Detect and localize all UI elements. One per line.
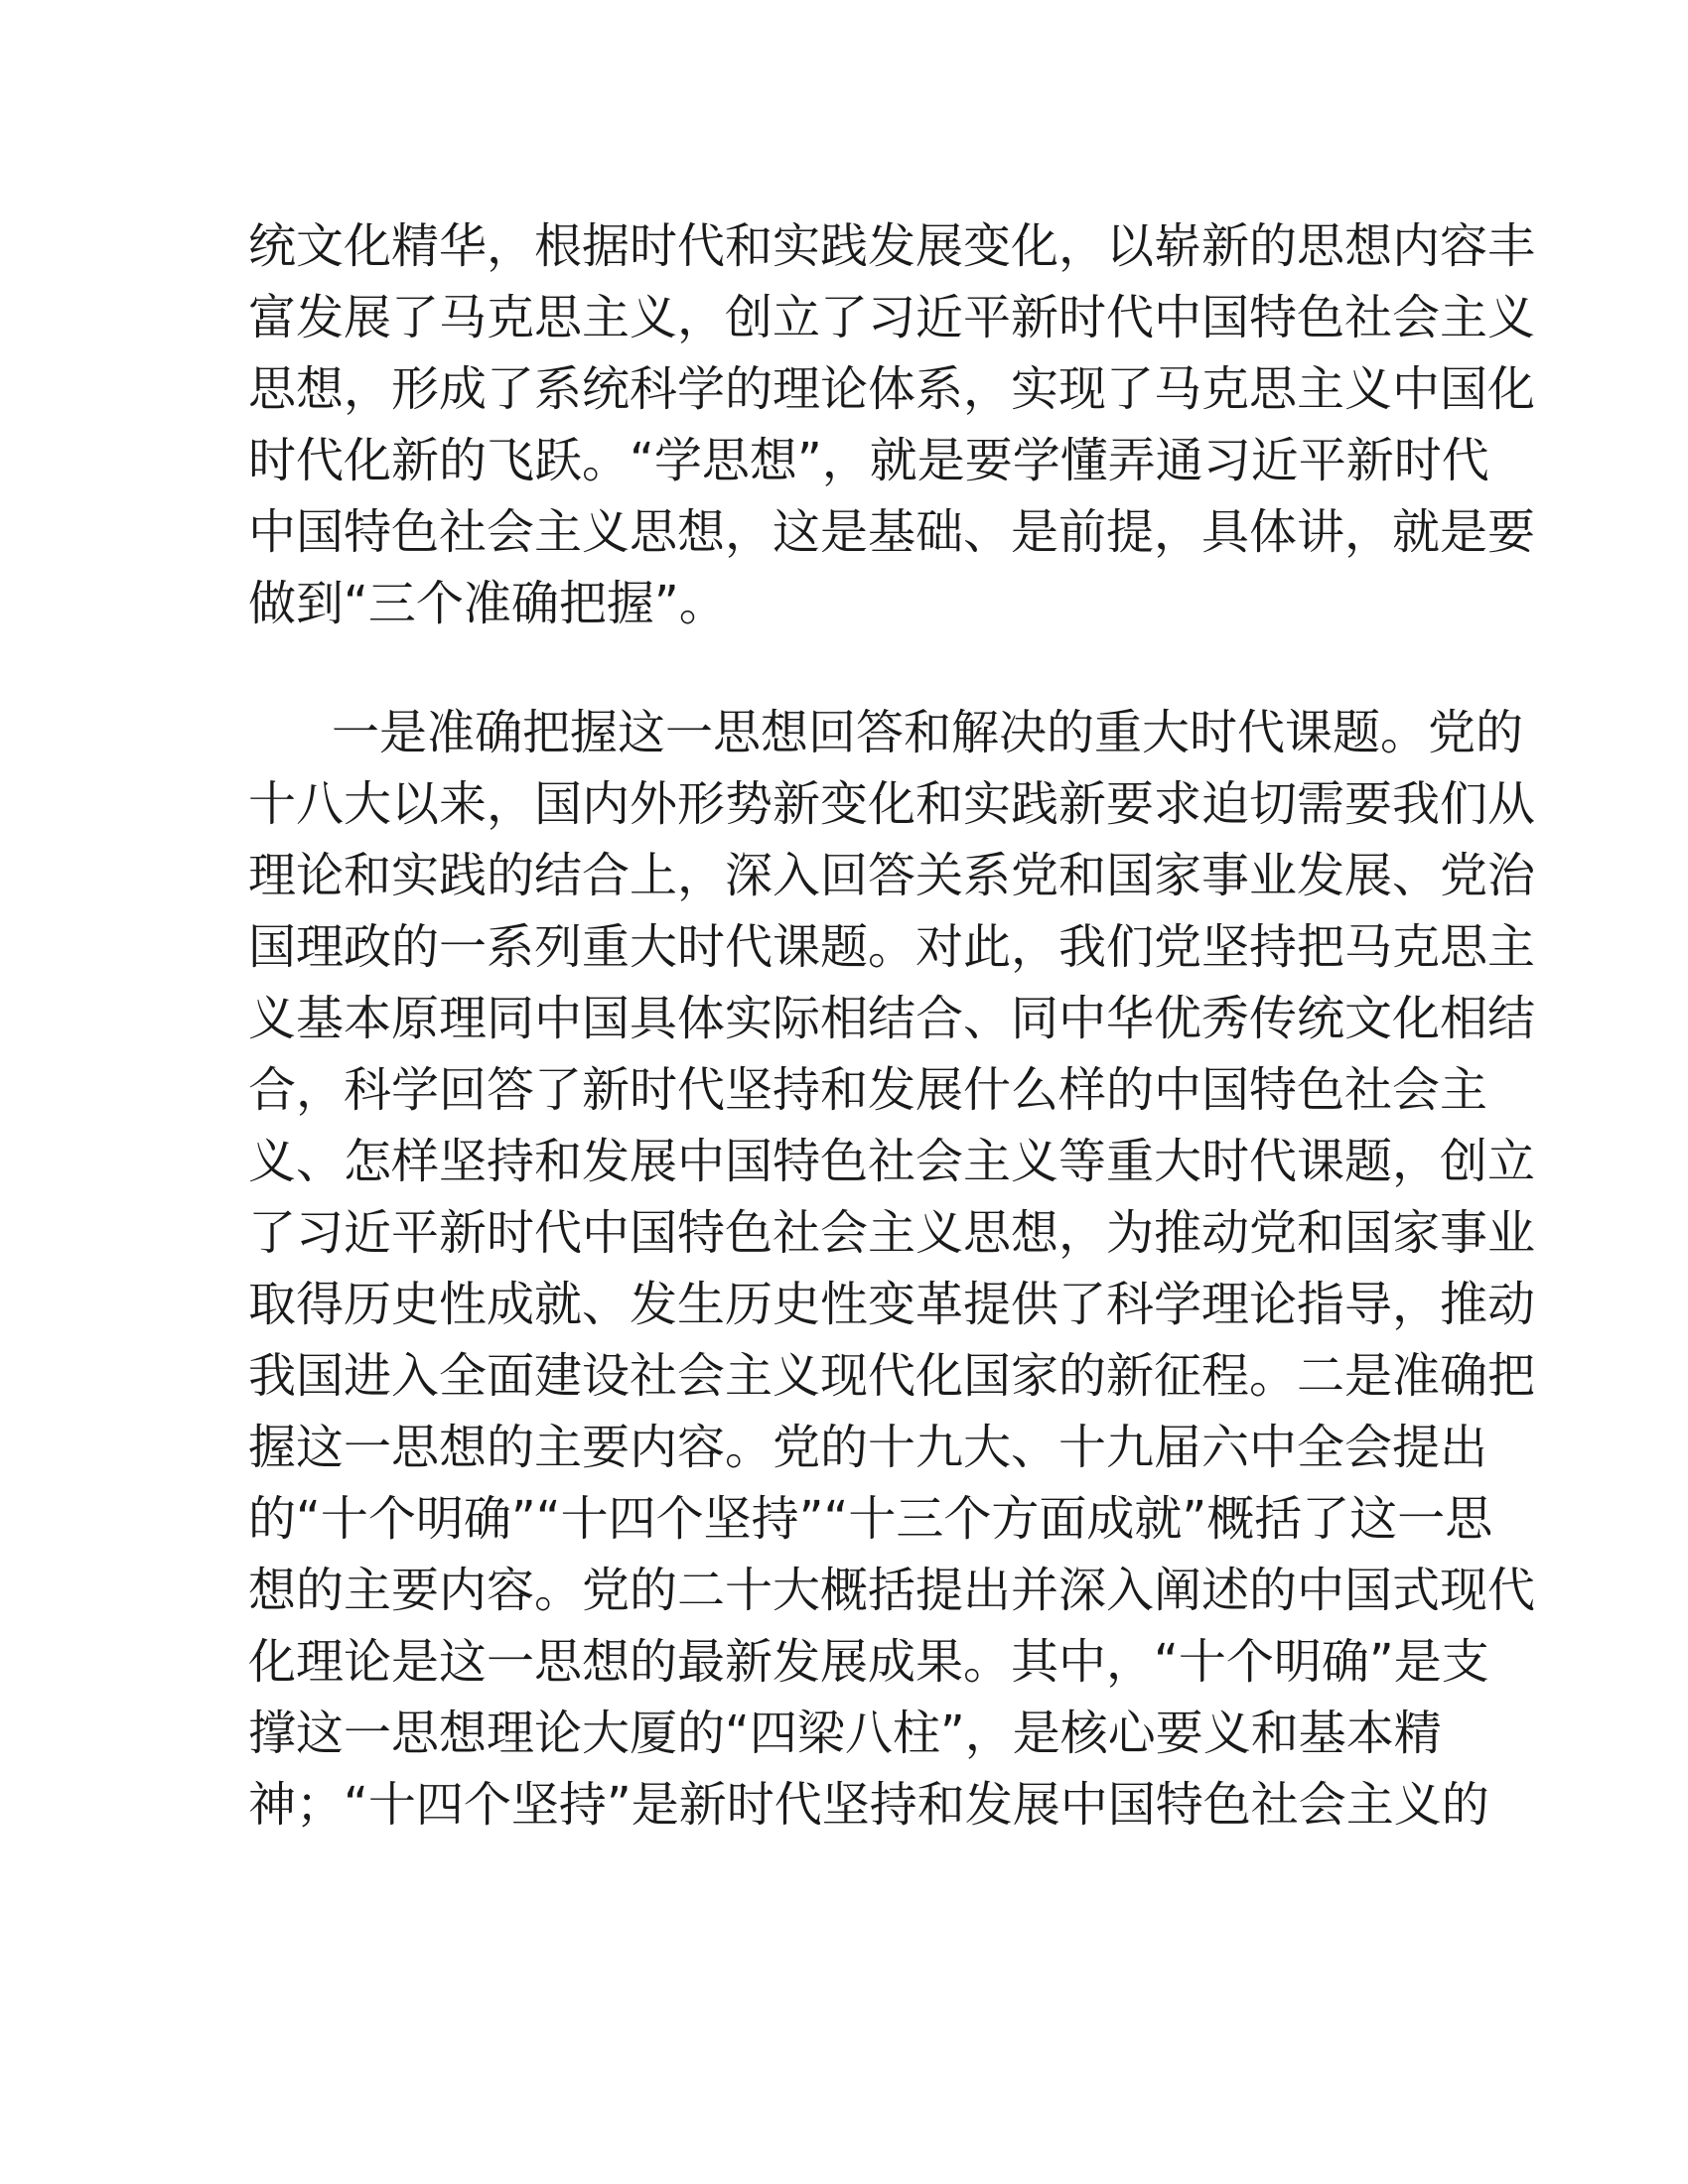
text-line: 了习近平新时代中国特色社会主义思想，为推动党和国家事业 [248,1205,1536,1261]
text-line: 一是准确把握这一思想回答和解决的重大时代课题。党的 [332,705,1524,760]
paragraph-2 [248,697,1536,1841]
text-line: 想的主要内容。党的二十大概括提出并深入阐述的中国式现代 [248,1563,1536,1618]
text-line: 取得历史性成就、发生历史性变革提供了科学理论指导，推动 [248,1277,1536,1332]
text-line: 撑这一思想理论大厦的“四梁八柱”，是核心要义和基本精 [248,1706,1442,1761]
text-line: 思想，形成了系统科学的理论体系，实现了马克思主义中国化 [248,361,1536,417]
text-line: 义基本原理同中国具体实际相结合、同中华优秀传统文化相结 [248,991,1536,1046]
paragraph-1 [248,210,1536,639]
text-line: 我国进入全面建设社会主义现代化国家的新征程。二是准确把 [248,1348,1536,1404]
text-line: 十八大以来，国内外形势新变化和实践新要求迫切需要我们从 [248,776,1536,832]
text-line: 做到“三个准确把握”。 [248,576,727,631]
text-line: 富发展了马克思主义，创立了习近平新时代中国特色社会主义 [248,290,1536,345]
text-line: 合，科学回答了新时代坚持和发展什么样的中国特色社会主 [248,1062,1488,1118]
text-line: 中国特色社会主义思想，这是基础、是前提，具体讲，就是要 [248,504,1536,560]
text-line: 神；“十四个坚持”是新时代坚持和发展中国特色社会主义的 [248,1777,1489,1833]
text-line: 国理政的一系列重大时代课题。对此，我们党坚持把马克思主 [248,919,1536,975]
text-line: 的“十个明确”“十四个坚持”“十三个方面成就”概括了这一思 [248,1491,1493,1547]
text-line: 统文化精华，根据时代和实践发展变化，以崭新的思想内容丰 [248,218,1536,274]
text-line: 时代化新的飞跃。“学思想”，就是要学懂弄通习近平新时代 [248,433,1489,488]
text-line: 握这一思想的主要内容。党的十九大、十九届六中全会提出 [248,1420,1488,1475]
text-line: 化理论是这一思想的最新发展成果。其中，“十个明确”是支 [248,1634,1489,1690]
text-line: 义、怎样坚持和发展中国特色社会主义等重大时代课题，创立 [248,1134,1536,1189]
text-line: 理论和实践的结合上，深入回答关系党和国家事业发展、党治 [248,848,1536,903]
